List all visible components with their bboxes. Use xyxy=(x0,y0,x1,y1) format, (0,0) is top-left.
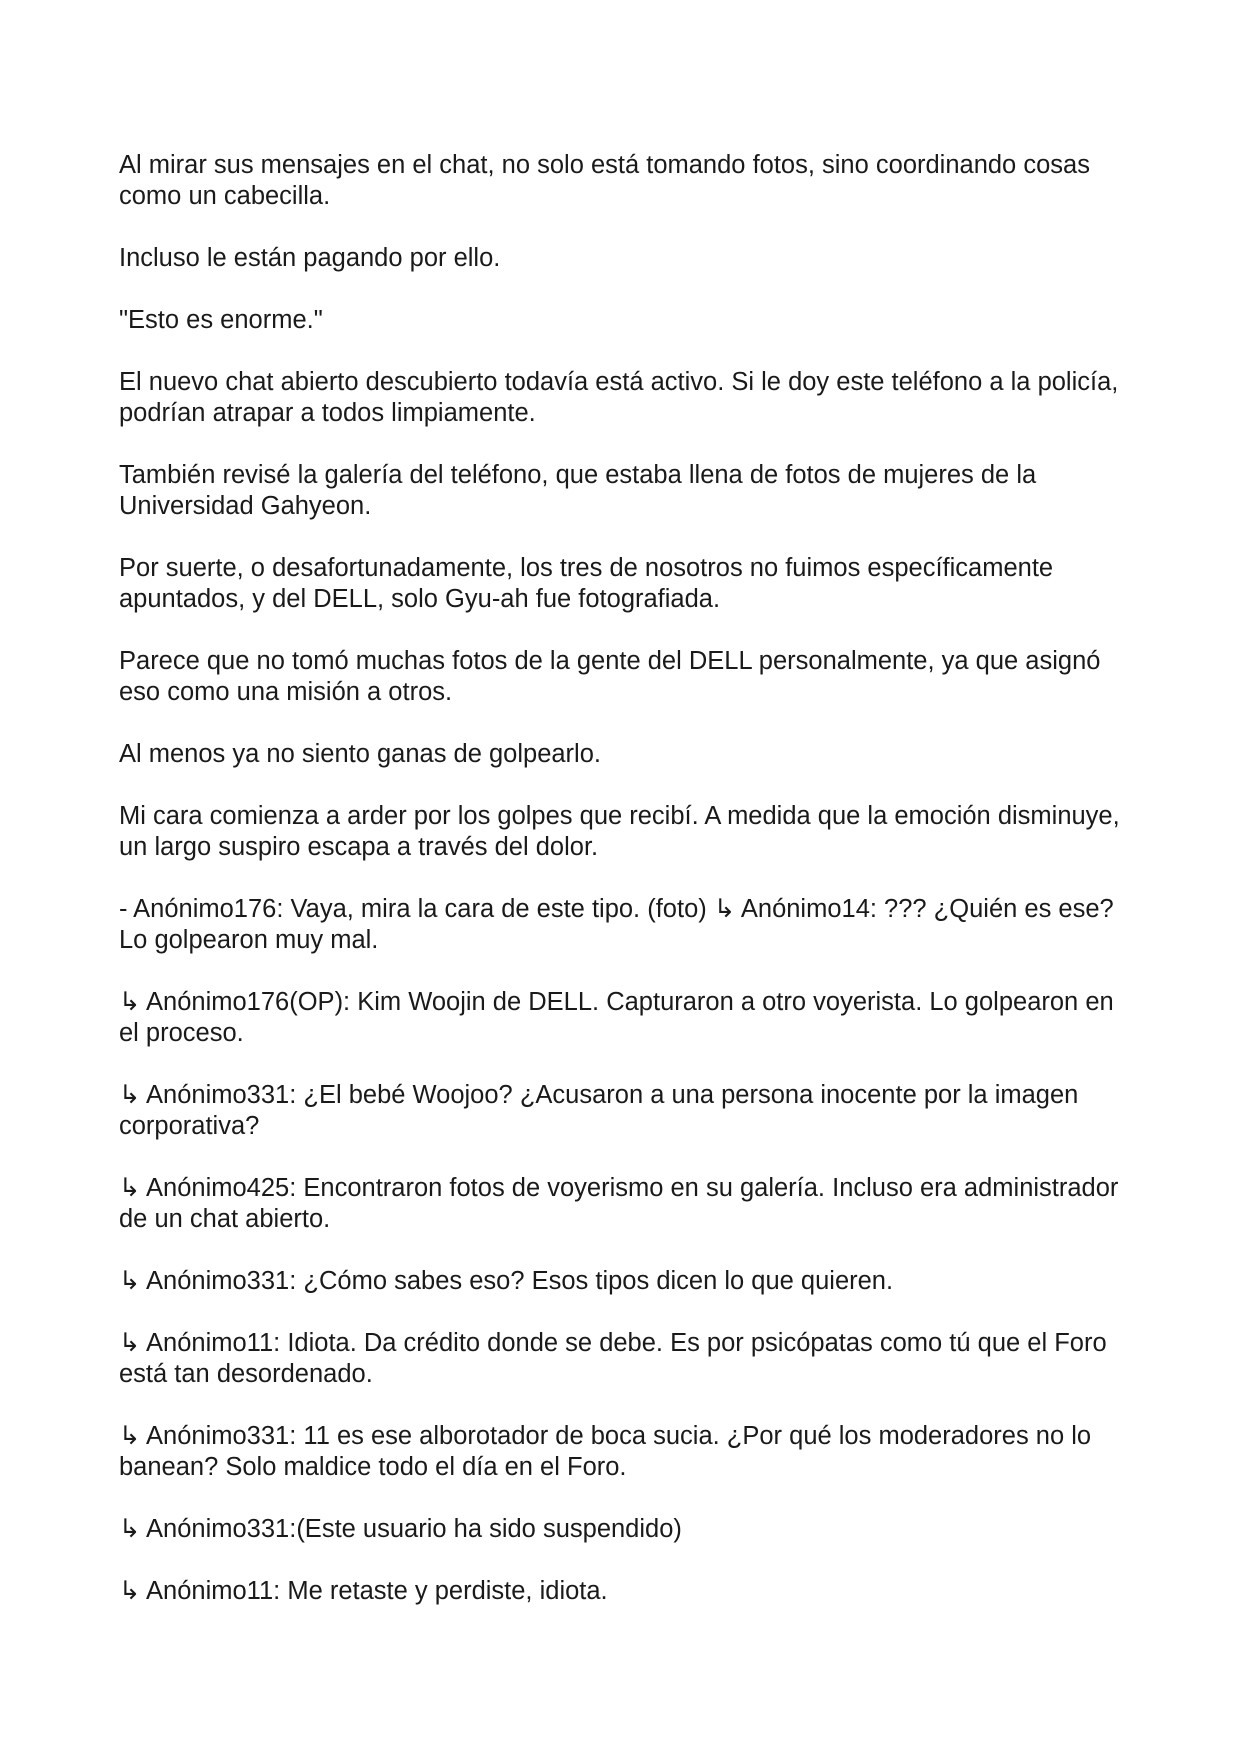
paragraph: También revisé la galería del teléfono, que estaba llena de fotos de mujeres de la Universidad Gahyeon. xyxy=(119,461,1037,520)
forum-reply: ↳ Anónimo331: ¿El bebé Woojoo? ¿Acusaron a una persona inocente por la imagen corporativa? xyxy=(119,1081,1079,1140)
paragraph: Parece que no tomó muchas fotos de la gente del DELL personalmente, ya que asignó eso como una misión a otros. xyxy=(119,647,1101,706)
forum-comment: - Anónimo176: Vaya, mira la cara de este tipo. (foto) ↳ Anónimo14: ??? ¿Quién es ese? Lo golpearon muy mal. xyxy=(119,895,1114,954)
forum-reply: ↳ Anónimo425: Encontraron fotos de voyerismo en su galería. Incluso era administrador de un chat abierto. xyxy=(119,1174,1119,1233)
forum-reply: ↳ Anónimo11: Me retaste y perdiste, idiota. xyxy=(119,1577,608,1605)
forum-reply: ↳ Anónimo176(OP): Kim Woojin de DELL. Capturaron a otro voyerista. Lo golpearon en el proceso. xyxy=(119,988,1114,1047)
paragraph: "Esto es enorme." xyxy=(119,306,323,334)
paragraph: Al menos ya no siento ganas de golpearlo. xyxy=(119,740,601,768)
forum-reply: ↳ Anónimo331: 11 es ese alborotador de boca sucia. ¿Por qué los moderadores no lo banean? Solo maldice todo el día en el Foro. xyxy=(119,1422,1092,1481)
paragraph: Mi cara comienza a arder por los golpes que recibí. A medida que la emoción disminuye, un largo suspiro escapa a través del dolor. xyxy=(119,802,1120,861)
paragraph: El nuevo chat abierto descubierto todavía está activo. Si le doy este teléfono a la policía, podrían atrapar a todos limpiamente. xyxy=(119,368,1119,427)
forum-reply: ↳ Anónimo11: Idiota. Da crédito donde se debe. Es por psicópatas como tú que el Foro está tan desordenado. xyxy=(119,1329,1107,1388)
paragraph: Incluso le están pagando por ello. xyxy=(119,244,501,272)
forum-reply: ↳ Anónimo331:(Este usuario ha sido suspendido) xyxy=(119,1515,682,1543)
document-body xyxy=(119,150,1129,1638)
paragraph: Al mirar sus mensajes en el chat, no solo está tomando fotos, sino coordinando cosas como un cabecilla. xyxy=(119,151,1090,210)
paragraph: Por suerte, o desafortunadamente, los tres de nosotros no fuimos específicamente apuntados, y del DELL, solo Gyu-ah fue fotografiada. xyxy=(119,554,1054,613)
forum-reply: ↳ Anónimo331: ¿Cómo sabes eso? Esos tipos dicen lo que quieren. xyxy=(119,1267,894,1295)
